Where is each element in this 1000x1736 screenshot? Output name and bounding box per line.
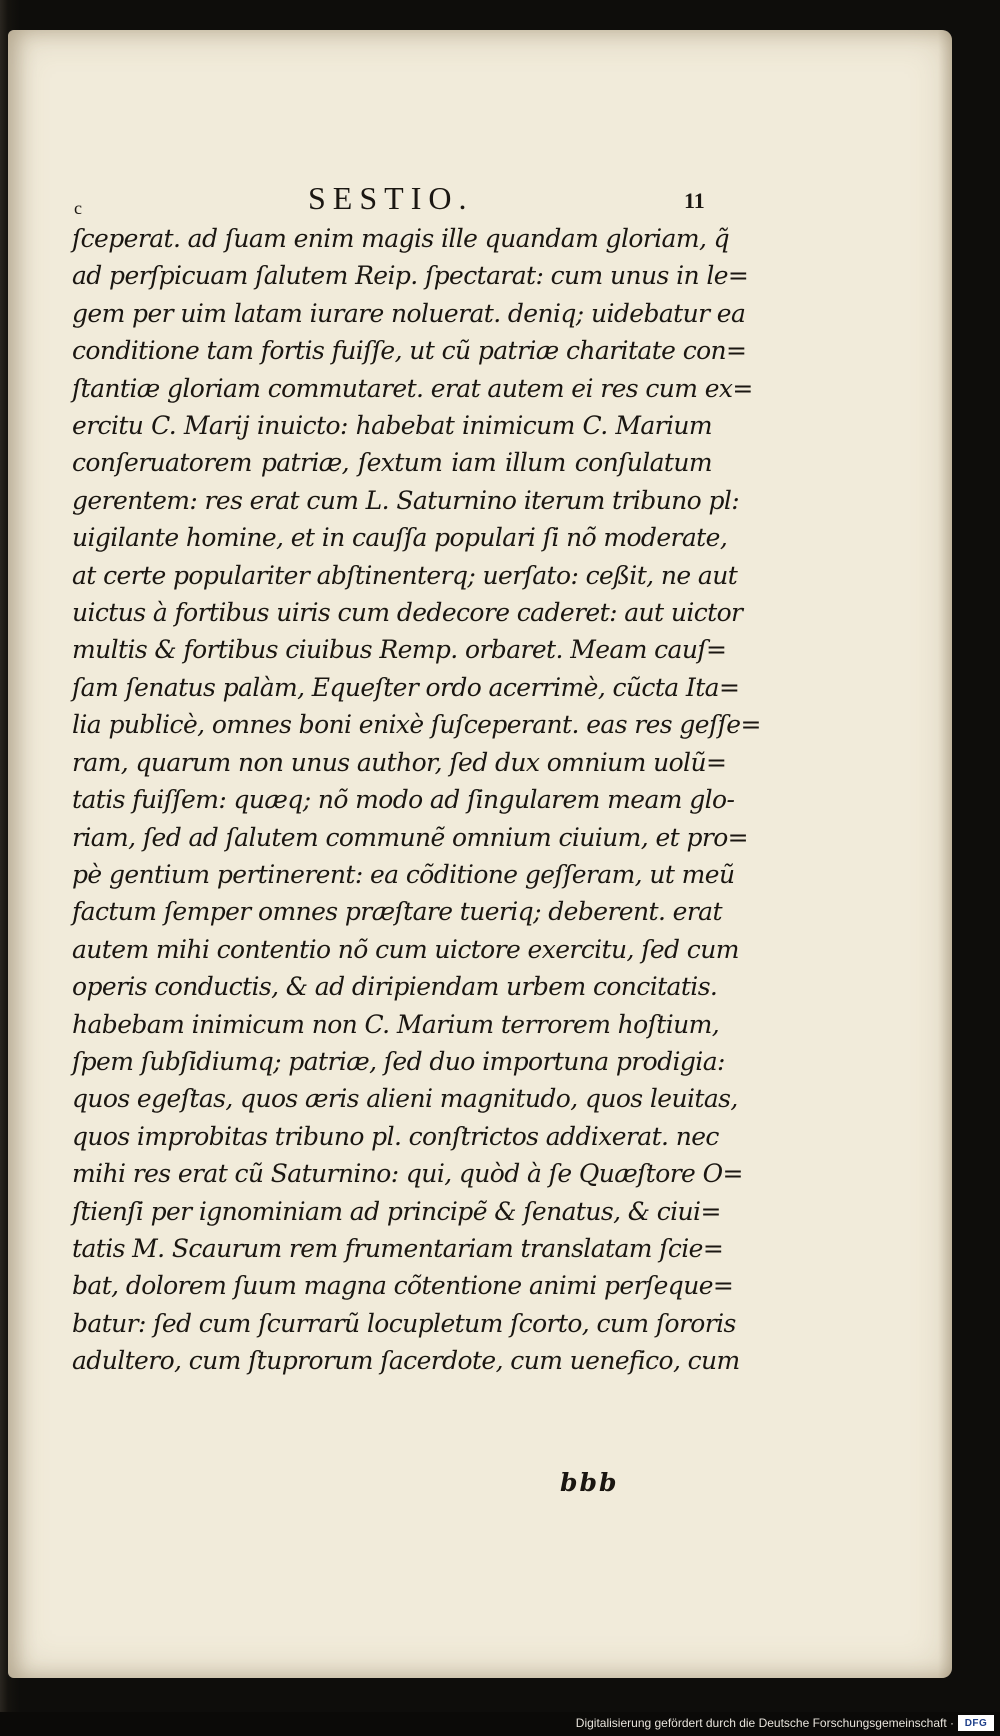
text-line: pè gentium pertinerent: ea cõditione geſſeram, ut meũ: [72, 859, 735, 889]
text-line: uictus à fortibus uiris cum dedecore caderet: aut uictor: [72, 598, 743, 628]
text-line: uigilante homine, et in cauſſa populari ſi nõ moderate,: [72, 523, 728, 553]
text-line: ſtantiæ gloriam commutaret. erat autem ei res cum ex=: [72, 373, 753, 403]
text-line: operis conductis, & ad diripiendam urbem concitatis.: [72, 972, 718, 1002]
digitization-credit: Digitalisierung gefördert durch die Deutsche Forschungsgemeinschaft ·: [575, 1716, 954, 1730]
text-line: quos egeſtas, quos æris alieni magnitudo, quos leuitas,: [72, 1084, 738, 1114]
text-line: ſpem ſubſidiumq; patriæ, ſed duo importuna prodigia:: [72, 1046, 725, 1076]
text-line: ſceperat. ad ſuam enim magis ille quandam gloriam, q̃: [72, 224, 730, 253]
text-line: batur: ſed cum ſcurrarũ locupletum ſcorto, cum ſororis: [72, 1308, 736, 1338]
text-line: factum ſemper omnes præſtare tueriq; deberent. erat: [72, 897, 722, 927]
text-line: multis & fortibus ciuibus Remp. orbaret. Meam cauſ=: [72, 635, 727, 665]
text-line: at certe populariter abſtinenterq; uerſato: ceßit, ne aut: [72, 560, 738, 590]
text-line: ſtienſi per ignominiam ad principẽ & ſenatus, & ciui=: [72, 1196, 721, 1226]
text-line: ram, quarum non unus author, ſed dux omnium uolũ=: [72, 747, 727, 777]
text-line: ercitu C. Marij inuicto: habebat inimicum C. Marium: [72, 411, 712, 441]
text-line: adultero, cum ſtuprorum ſacerdote, cum uenefico, cum: [72, 1346, 740, 1376]
text-line: gerentem: res erat cum L. Saturnino iterum tribuno pl:: [72, 485, 740, 515]
folio-number: 11: [684, 188, 705, 213]
book-page: [8, 30, 952, 1678]
body-text: [72, 220, 761, 1380]
signature-mark: c: [74, 198, 82, 218]
text-line: gem per uim latam iurare noluerat. deniq; uidebatur ea: [72, 298, 746, 328]
text-line: riam, ſed ad ſalutem communẽ omnium ciuium, et pro=: [72, 822, 749, 852]
text-line: tatis M. Scaurum rem frumentariam translatam ſcie=: [72, 1233, 724, 1263]
text-line: conſeruatorem patriæ, ſextum iam illum conſulatum: [72, 448, 712, 478]
text-line: habebam inimicum non C. Marium terrorem hoſtium,: [72, 1009, 720, 1039]
dfg-logo: DFG: [958, 1715, 994, 1731]
running-head: SESTIO.: [308, 180, 474, 216]
text-line: autem mihi contentio nõ cum uictore exercitu, ſed cum: [72, 934, 739, 964]
text-line: conditione tam fortis fuiſſe, ut cũ patriæ charitate con=: [72, 336, 747, 366]
text-line: tatis fuiſſem: quæq; nõ modo ad ſingularem meam glo-: [72, 785, 735, 815]
text-line: ſam ſenatus palàm, Equeſter ordo acerrimè, cũcta Ita=: [72, 672, 740, 702]
catchword: bbb: [560, 1468, 619, 1497]
text-line: lia publicè, omnes boni enixè ſuſceperant. eas res geſſe=: [72, 710, 761, 740]
text-line: bat, dolorem ſuum magna cõtentione animi perſeque=: [72, 1271, 734, 1301]
text-line: quos improbitas tribuno pl. conſtrictos addixerat. nec: [72, 1121, 719, 1151]
text-line: mihi res erat cũ Saturnino: qui, quòd à ſe Quæſtore O=: [72, 1159, 743, 1189]
text-line: ad perſpicuam ſalutem Reip. ſpectarat: cum unus in le=: [72, 261, 749, 291]
